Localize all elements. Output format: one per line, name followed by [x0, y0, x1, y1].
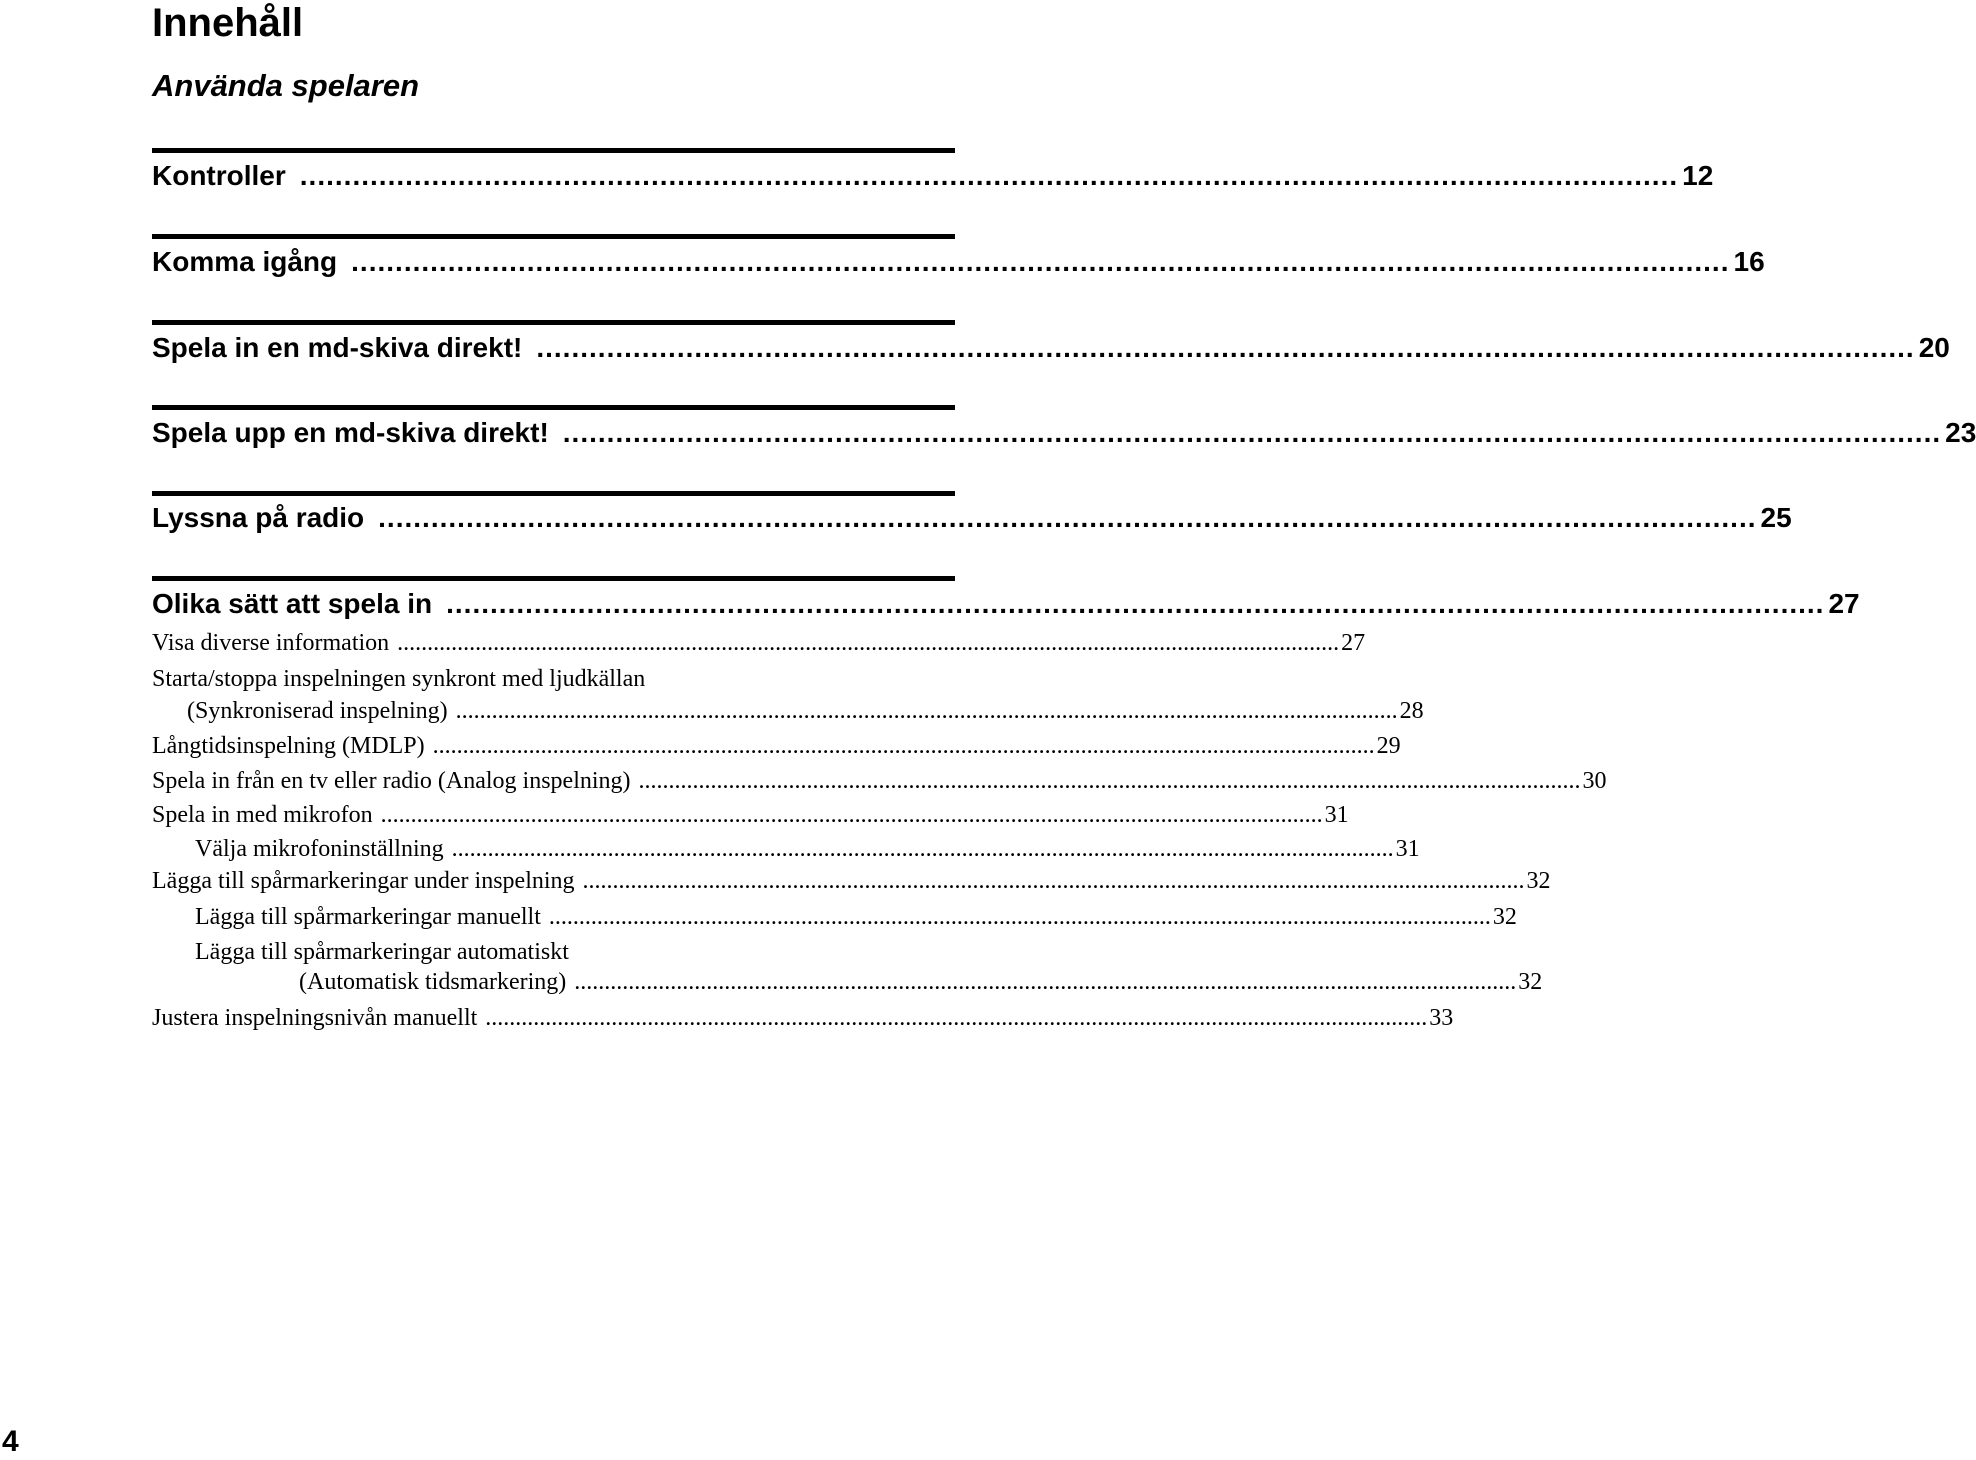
dot-leader: ............................................................................................................................................................. — [397, 630, 1340, 656]
toc-entry-label: (Automatisk tidsmarkering) — [299, 969, 567, 995]
dot-leader: ............................................................................................................................................................. — [455, 698, 1398, 724]
toc-page-number: 32 — [1526, 868, 1551, 894]
toc-entry[interactable] — [152, 731, 1401, 761]
toc-section-label: Spela upp en md-skiva direkt! — [152, 417, 549, 448]
dot-leader: ............................................................................................................................................................. — [582, 868, 1525, 894]
toc-section-entry[interactable] — [152, 244, 1765, 280]
dot-leader: ............................................................................................................................................................. — [432, 733, 1375, 759]
toc-entry[interactable] — [187, 696, 1424, 726]
toc-section-label: Kontroller — [152, 160, 286, 191]
page-title: Innehåll — [152, 1, 304, 45]
toc-page-number: 29 — [1376, 733, 1401, 759]
toc-entry[interactable] — [152, 1003, 1454, 1033]
toc-entry-label: Välja mikrofoninställning — [195, 836, 444, 862]
toc-page-number: 31 — [1324, 802, 1349, 828]
toc-entry-label: Visa diverse information — [152, 630, 390, 656]
toc-section-entry[interactable] — [152, 330, 1950, 366]
toc-entry[interactable] — [195, 902, 1517, 932]
toc-entry-label: Spela in från en tv eller radio (Analog inspelning) — [152, 768, 631, 794]
toc-entry[interactable] — [152, 628, 1366, 658]
toc-page-number: 27 — [1341, 630, 1366, 656]
chapter-title: Använda spelaren — [152, 68, 420, 103]
dot-leader: ............................................................................................................................................................. — [378, 502, 1757, 533]
section-divider — [152, 320, 955, 325]
toc-section-entry[interactable] — [152, 586, 1860, 622]
toc-section-label: Spela in en md-skiva direkt! — [152, 332, 523, 363]
toc-entry-label: Lägga till spårmarkeringar manuellt — [195, 904, 541, 930]
dot-leader: ............................................................................................................................................................. — [351, 246, 1730, 277]
toc-page-number: 27 — [1828, 588, 1860, 619]
toc-page-number: 31 — [1395, 836, 1420, 862]
page-number: 4 — [2, 1425, 19, 1458]
toc-entry-label: (Synkroniserad inspelning) — [187, 698, 448, 724]
toc-page-number: 12 — [1682, 160, 1714, 191]
toc-entry[interactable] — [195, 834, 1420, 864]
toc-entry-label: Spela in med mikrofon — [152, 802, 373, 828]
toc-section-entry[interactable] — [152, 158, 1714, 194]
toc-entry-label-line[interactable]: Starta/stoppa inspelningen synkront med ljudkällan — [152, 666, 646, 692]
section-divider — [152, 491, 955, 496]
toc-page-number: 30 — [1582, 768, 1607, 794]
dot-leader: ............................................................................................................................................................. — [446, 588, 1825, 619]
toc-section-label: Lyssna på radio — [152, 502, 365, 533]
toc-entry[interactable] — [299, 967, 1543, 997]
toc-entry[interactable] — [152, 866, 1551, 896]
toc-page-number: 23 — [1945, 417, 1976, 448]
dot-leader: ............................................................................................................................................................. — [451, 836, 1394, 862]
toc-page-number: 32 — [1492, 904, 1517, 930]
toc-entry-label-line[interactable]: Lägga till spårmarkeringar automatiskt — [195, 939, 569, 965]
dot-leader: ............................................................................................................................................................. — [485, 1005, 1428, 1031]
toc-page-number: 25 — [1760, 502, 1792, 533]
toc-entry-label: Lägga till spårmarkeringar under inspelning — [152, 868, 575, 894]
toc-entry[interactable] — [152, 766, 1607, 796]
dot-leader: ............................................................................................................................................................. — [574, 969, 1517, 995]
toc-section-entry[interactable] — [152, 415, 1976, 451]
dot-leader: ............................................................................................................................................................. — [536, 332, 1915, 363]
toc-entry-label: Justera inspelningsnivån manuellt — [152, 1005, 478, 1031]
dot-leader: ............................................................................................................................................................. — [638, 768, 1581, 794]
toc-page-number: 28 — [1399, 698, 1424, 724]
toc-page-number: 32 — [1518, 969, 1543, 995]
dot-leader: ............................................................................................................................................................. — [380, 802, 1323, 828]
dot-leader: ............................................................................................................................................................. — [562, 417, 1942, 448]
dot-leader: ............................................................................................................................................................. — [299, 160, 1679, 191]
toc-page-number: 33 — [1429, 1005, 1454, 1031]
dot-leader: ............................................................................................................................................................. — [548, 904, 1491, 930]
toc-section-label: Olika sätt att spela in — [152, 588, 433, 619]
section-divider — [152, 148, 955, 153]
toc-page-number: 16 — [1733, 246, 1765, 277]
section-divider — [152, 234, 955, 239]
toc-section-entry[interactable] — [152, 500, 1792, 536]
toc-section-label: Komma igång — [152, 246, 338, 277]
section-divider — [152, 576, 955, 581]
toc-page-number: 20 — [1918, 332, 1950, 363]
toc-entry-label: Långtidsinspelning (MDLP) — [152, 733, 425, 759]
section-divider — [152, 405, 955, 410]
toc-entry[interactable] — [152, 800, 1349, 830]
